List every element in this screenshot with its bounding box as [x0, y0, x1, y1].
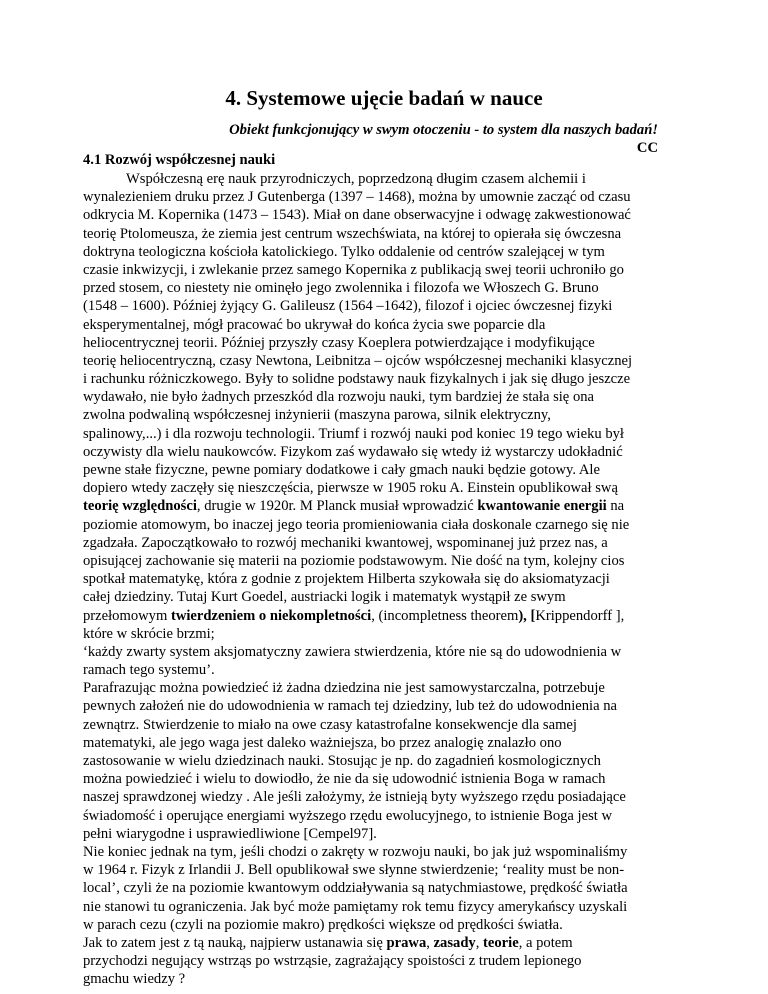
- text-run: , a potem: [518, 934, 573, 951]
- text-run: czasie inkwizycji, i zwlekanie przez samego Kopernika z publikacją swej teorii uchroniło go: [83, 261, 624, 278]
- body-line: [83, 352, 683, 370]
- motto-signature: CC: [636, 140, 658, 156]
- text-run: Parafrazując można powiedzieć iż żadna dziedzina nie jest samowystarczalna, potrzebuje: [83, 680, 605, 697]
- body-line: [83, 661, 683, 679]
- body-line: [83, 443, 683, 461]
- text-run: całej dziedziny. Tutaj Kurt Goedel, austriacki logik i matematyk wystąpił ze swym: [83, 589, 566, 606]
- body-line: [83, 770, 683, 788]
- text-run: w parach cezu (czyli na poziomie makro) prędkości większe od prędkości światła.: [83, 916, 563, 933]
- text-run: teorię heliocentryczną, czasy Newtona, Leibnitza – ojców współczesnej mechaniki klasycznej: [83, 352, 633, 369]
- body-line: [83, 497, 683, 515]
- text-run: opisującej zachowanie się materii na poziomie podstawowym. Nie dość na tym, kolejny cios: [83, 552, 625, 569]
- text-run: ramach tego systemu’.: [83, 662, 215, 679]
- text-run: i rachunku różniczkowego. Były to solidne podstawy nauk fizykalnych i jak się długo jeszcze: [83, 371, 631, 388]
- body-line: [83, 552, 683, 570]
- body-line: [83, 206, 683, 224]
- body-line: [83, 679, 683, 697]
- text-run: ,: [426, 934, 434, 951]
- text-run: zgadzała. Zapoczątkowało to rozwój mechaniki kwantowej, wspominanej już przez nas, a: [83, 534, 608, 551]
- text-run: Krippendorff ],: [535, 607, 625, 624]
- text-run: przed stosem, co niestety nie ominęło jego zwolennika i filozofa we Włoszech G. Bruno: [83, 280, 599, 297]
- text-run: odkrycia M. Kopernika (1473 – 1543). Miał on dane obserwacyjne i odwagę zakwestionować: [83, 207, 631, 224]
- body-line: [83, 734, 683, 752]
- body-line: [83, 316, 683, 334]
- text-run: , (incompletness theorem: [371, 607, 519, 624]
- text-run: zewnątrz. Stwierdzenie to miało na owe czasy katastrofalne konsekwencje dla samej: [83, 716, 577, 733]
- body-line: [83, 225, 683, 243]
- bold-term: twierdzeniem o niekompletności: [170, 607, 372, 624]
- bold-term: ), [: [518, 607, 536, 624]
- body-text: [83, 170, 683, 988]
- text-run: ,: [475, 934, 484, 951]
- body-line: [83, 297, 683, 315]
- text-run: naszej sprawdzonej wiedzy . Ale jeśli założymy, że istnieją byty wyższego rzędu posiadające: [83, 789, 626, 806]
- body-line: [83, 916, 683, 934]
- text-run: Nie koniec jednak na tym, jeśli chodzi o zakręty w rozwoju nauki, bo jak już wspominaliśmy: [83, 843, 628, 860]
- body-line: [83, 825, 683, 843]
- text-run: spalinowy,...) i dla rozwoju technologii. Triumf i rozwój nauki pod koniec 19 tego wieku był: [83, 425, 624, 442]
- bold-term: teorię względności: [83, 498, 197, 515]
- text-run: Jak to zatem jest z tą nauką, najpierw ustanawia się: [83, 934, 387, 951]
- text-run: przełomowym: [83, 607, 171, 624]
- section-heading: 4.1 Rozwój współczesnej nauki: [83, 152, 276, 168]
- body-line: [83, 461, 683, 479]
- motto: [229, 121, 658, 157]
- text-run: matematyki, ale jego waga jest daleko ważniejsza, bo przez analogię znalazło ono: [83, 734, 562, 751]
- text-run: eksperymentalnej, mógł pracować bo ukrywał do końca życia swe poparcie dla: [83, 316, 546, 333]
- body-line: [83, 752, 683, 770]
- body-line: [83, 188, 683, 206]
- text-run: teorię Ptolomeusza, że ziemia jest centrum wszechświata, na której to opierała się ówczesna: [83, 225, 622, 242]
- text-run: w 1964 r. Fizyk z Irlandii J. Bell opublikował swe słynne stwierdzenie; ‘reality must be non-: [83, 862, 625, 879]
- page-title: 4. Systemowe ujęcie badań w nauce: [225, 86, 543, 110]
- text-run: , drugie w 1920r. M Planck musiał wprowadzić: [196, 498, 478, 515]
- bold-term: zasady: [433, 934, 476, 951]
- text-run: na: [606, 498, 625, 515]
- text-run: przychodzi negujący wstrząs po wstrząsie, zagrażający spoistości z trudem lepionego: [83, 953, 582, 970]
- body-line: [83, 807, 683, 825]
- body-line: [83, 243, 683, 261]
- text-run: świadomość i operujące energiami wyższego rzędu ewolucyjnego, to istnienie Boga jest w: [83, 807, 613, 824]
- text-run: poziomie atomowym, bo inaczej jego teoria promieniowania ciała doskonale czarnego się nie: [83, 516, 630, 533]
- text-run: dopiero wtedy zaczęły się nieszczęścia, pierwsze w 1905 roku A. Einstein opublikował swą: [83, 480, 618, 497]
- body-line: [83, 952, 683, 970]
- text-run: pewnych założeń nie do udowodnienia w ramach tej dziedziny, lub też do udowodnienia na: [83, 698, 617, 715]
- text-run: gmachu wiedzy ?: [83, 971, 186, 988]
- body-line: [83, 625, 683, 643]
- body-line: [83, 570, 683, 588]
- text-run: nie stanowi tu ograniczenia. Jak być może pamiętamy rok temu fizycy amerykańscy uzyskali: [83, 898, 628, 915]
- text-run: Współczesną erę nauk przyrodniczych, poprzedzoną długim czasem alchemii i: [126, 171, 586, 187]
- body-line: [83, 279, 683, 297]
- text-run: local’, czyli że na poziomie kwantowym oddziaływania są natychmiastowe, prędkość światła: [83, 880, 628, 897]
- body-line: [83, 261, 683, 279]
- body-line: [83, 534, 683, 552]
- body-line: [83, 406, 683, 424]
- motto-text: Obiekt funkcjonujący w swym otoczeniu - to system dla naszych badań!: [229, 122, 658, 138]
- body-line: [83, 170, 683, 188]
- text-run: wydawało, nie było żadnych przeszkód dla rozwoju nauki, tym bardziej że stała się ona: [83, 389, 595, 406]
- body-line: [83, 516, 683, 534]
- body-line: [83, 334, 683, 352]
- body-line: [83, 898, 683, 916]
- body-line: [83, 425, 683, 443]
- text-run: zastosowanie w wielu dziedzinach nauki. Stosując je np. do zagadnień kosmologicznych: [83, 753, 601, 769]
- bold-term: teorie: [483, 934, 519, 951]
- text-run: doktryna teologiczna kościoła katolickiego. Tylko oddalenie od centrów szalejącej w tym: [83, 243, 605, 260]
- bold-term: prawa: [386, 934, 427, 951]
- text-run: wynalezieniem druku przez J Gutenberga (1397 – 1468), można by umownie zacząć od czasu: [83, 189, 631, 206]
- body-line: [83, 588, 683, 606]
- body-line: [83, 643, 683, 661]
- body-line: [83, 879, 683, 897]
- text-run: spotkał matematykę, która z godnie z projektem Hilberta szykowała się do aksiomatyzacji: [83, 571, 610, 588]
- body-line: [83, 716, 683, 734]
- text-run: pewne stałe fizyczne, pewne pomiary dodatkowe i cały gmach nauki będzie gotowy. Ale: [83, 462, 600, 478]
- body-line: [83, 370, 683, 388]
- text-run: heliocentrycznej teorii. Później przyszły czasy Koeplera potwierdzające i modyfikujące: [83, 334, 595, 351]
- body-line: [83, 934, 683, 952]
- body-line: [83, 970, 683, 988]
- text-run: które w skrócie brzmi;: [83, 625, 215, 642]
- body-line: [83, 788, 683, 806]
- body-line: [83, 697, 683, 715]
- text-run: ‘każdy zwarty system aksjomatyczny zawiera stwierdzenia, które nie są do udowodnienia w: [83, 643, 622, 660]
- body-line: [83, 861, 683, 879]
- body-line: [83, 479, 683, 497]
- body-line: [83, 388, 683, 406]
- text-run: zwolna podwaliną współczesnej inżynierii (maszyna parowa, silnik elektryczny,: [83, 407, 551, 424]
- bold-term: kwantowanie energii: [477, 498, 607, 515]
- text-run: można powiedzieć i wielu to dowiodło, że nie da się udowodnić istnienia Boga w ramach: [83, 771, 606, 788]
- text-run: pełni wiarygodne i usprawiedliwione [Cempel97].: [83, 825, 377, 842]
- body-line: [83, 843, 683, 861]
- body-line: [83, 607, 683, 625]
- text-run: oczywisty dla wielu naukowców. Fizykom zaś wydawało się wtedy iż wystarczy udokładnić: [83, 443, 623, 460]
- text-run: (1548 – 1600). Później żyjący G. Galileusz (1564 –1642), filozof i ojciec ówczesnej fizyki: [83, 298, 613, 315]
